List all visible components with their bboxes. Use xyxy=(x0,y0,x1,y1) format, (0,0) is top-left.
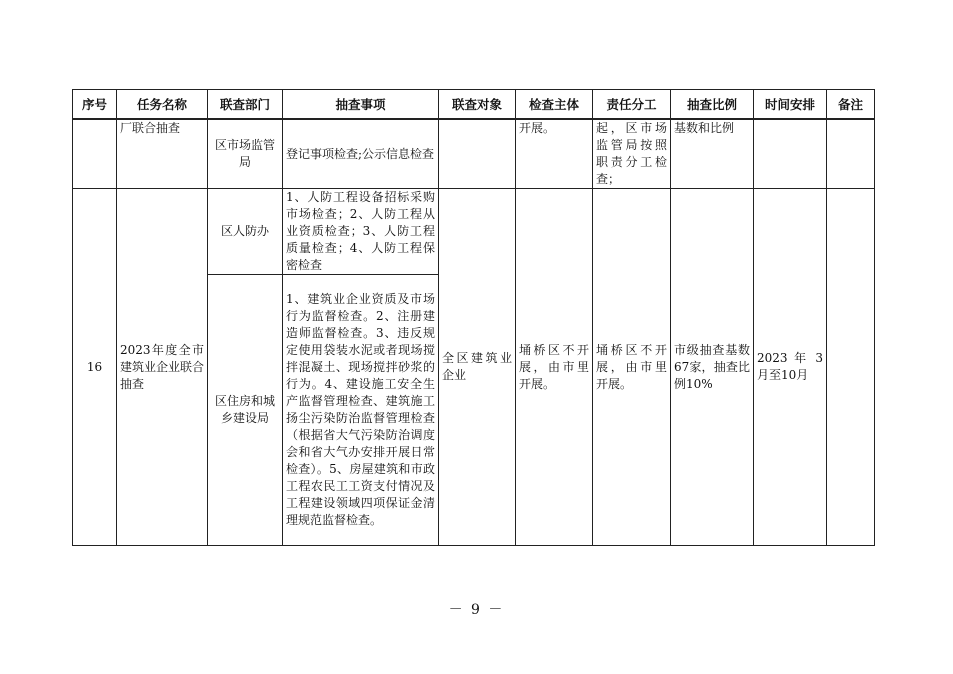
cell-target-continued xyxy=(439,119,516,189)
header-cell-target: 联查对象 xyxy=(439,90,516,120)
cell-responsibility-continued: 起，区市场监管局按照职责分工检查； xyxy=(593,119,671,189)
cell-department-housing: 区住房和城乡建设局 xyxy=(208,275,283,546)
header-cell-ratio: 抽查比例 xyxy=(671,90,754,120)
cell-remark-continued xyxy=(827,119,875,189)
table-row-continued xyxy=(73,119,875,189)
header-cell-items: 抽查事项 xyxy=(283,90,439,120)
cell-number-16: 16 xyxy=(73,189,117,546)
cell-items-housing: 1、建筑业企业资质及市场行为监督检查。2、注册建造师监督检查。3、违反规定使用袋装水泥或者现场搅拌混凝土、现场搅拌砂浆的行为。4、建设施工安全生产监督管理检查、建筑施工扬尘污染防治监督管理检查（根据省大气污染防治调度会和省大气办安排开展日常检查）。5、房屋建筑和市政工程农民工工资支付情况及工程建设领域四项保证金清理规范监督检查。 xyxy=(283,275,439,546)
cell-remark-16 xyxy=(827,189,875,546)
header-cell-remark: 备注 xyxy=(827,90,875,120)
cell-ratio-16: 市级抽查基数67家，抽查比例10% xyxy=(671,189,754,546)
cell-ratio-continued: 基数和比例 xyxy=(671,119,754,189)
cell-subject-continued: 开展。 xyxy=(516,119,593,189)
cell-task-name-16: 2023年度全市建筑业企业联合抽查 xyxy=(117,189,208,546)
cell-target-16: 全区建筑业企业 xyxy=(439,189,516,546)
header-cell-department: 联查部门 xyxy=(208,90,283,120)
cell-schedule-continued xyxy=(754,119,827,189)
cell-department-continued: 区市场监管局 xyxy=(208,119,283,189)
inspection-table xyxy=(72,89,875,546)
cell-responsibility-16: 埇桥区不开展，由市里开展。 xyxy=(593,189,671,546)
header-cell-number: 序号 xyxy=(73,90,117,120)
header-cell-task-name: 任务名称 xyxy=(117,90,208,120)
table-row-16a xyxy=(73,189,875,275)
cell-task-name-continued: 厂联合抽查 xyxy=(117,119,208,189)
header-cell-schedule: 时间安排 xyxy=(754,90,827,120)
cell-subject-16: 埇桥区不开展，由市里开展。 xyxy=(516,189,593,546)
table-header-row xyxy=(73,90,875,120)
cell-department-civil-defense: 区人防办 xyxy=(208,189,283,275)
cell-schedule-16: 2023 年 3月至10月 xyxy=(754,189,827,546)
header-cell-subject: 检查主体 xyxy=(516,90,593,120)
cell-items-civil-defense: 1、人防工程设备招标采购市场检查；2、人防工程从业资质检查；3、人防工程质量检查；4、人防工程保密检查 xyxy=(283,189,439,275)
page-number: － 9 － xyxy=(448,602,505,618)
cell-items-continued: 登记事项检查;公示信息检查 xyxy=(283,119,439,189)
header-cell-responsibility: 责任分工 xyxy=(593,90,671,120)
cell-number-empty xyxy=(73,119,117,189)
